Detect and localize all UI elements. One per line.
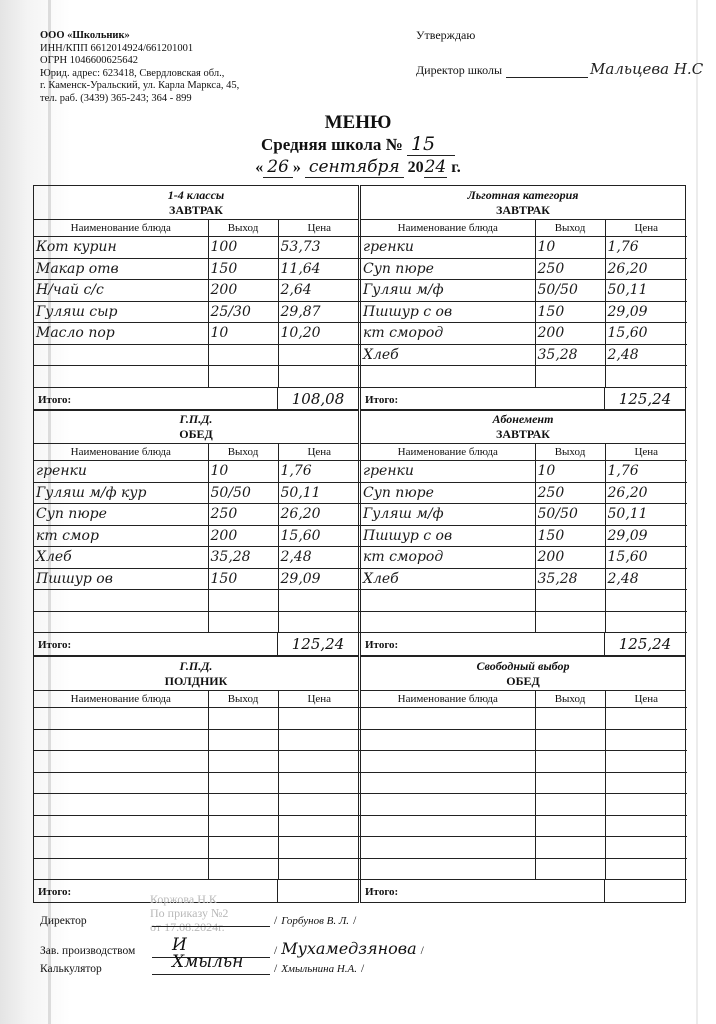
year-prefix: 20 (407, 159, 424, 176)
dish-name-cell (34, 772, 208, 794)
quote-close: » (292, 159, 301, 176)
table-row (361, 751, 687, 773)
dish-name-cell: Гуляш сыр (34, 301, 208, 323)
yield-cell: 200 (535, 323, 605, 345)
stamp-line: По приказу №2 (150, 906, 229, 920)
dish-name-cell (361, 611, 535, 633)
total-value: 108,08 (277, 388, 358, 410)
date-day: 26 (263, 157, 293, 178)
price-cell: 53,73 (278, 237, 360, 259)
signature-scribble: И (172, 935, 187, 955)
dish-name-cell (34, 858, 208, 880)
total-label: Итого: (38, 886, 72, 898)
table-row (34, 301, 360, 323)
dish-name-cell (361, 751, 535, 773)
signature-line (506, 65, 588, 78)
dish-name-cell: Макар отв (34, 258, 208, 280)
dish-name-cell (361, 858, 535, 880)
yield-cell (208, 708, 278, 730)
price-cell: 2,48 (605, 344, 687, 366)
table-row (361, 708, 687, 730)
table-row (34, 708, 360, 730)
menu-section-s2 (360, 185, 686, 411)
price-cell: 50,11 (605, 280, 687, 302)
table-row (361, 568, 687, 590)
dish-name-cell (361, 590, 535, 612)
price-cell (605, 729, 687, 751)
column-header-name: Наименование блюда (361, 444, 535, 461)
company-line: Юрид. адрес: 623418, Свердловская обл., (40, 67, 225, 79)
yield-cell: 100 (208, 237, 278, 259)
company-line: тел. раб. (3439) 365-243; 364 - 899 (40, 92, 192, 104)
table-row (361, 525, 687, 547)
section-meal: ЗАВТРАК (168, 203, 223, 217)
total-row (34, 633, 358, 655)
column-header-name: Наименование блюда (34, 444, 208, 461)
table-row (361, 258, 687, 280)
price-cell: 10,20 (278, 323, 360, 345)
yield-cell: 50/50 (208, 482, 278, 504)
price-cell: 26,20 (605, 258, 687, 280)
menu-table (34, 691, 360, 880)
director-approval (416, 60, 703, 78)
menu-table (361, 220, 687, 388)
price-cell: 1,76 (605, 237, 687, 259)
signature-row-production: Зав. производством И / Мухамедзянова / (40, 935, 424, 958)
column-header-yield: Выход (208, 444, 278, 461)
column-header-price: Цена (605, 220, 687, 237)
school-line (0, 133, 716, 156)
signature-row-calculator: Калькулятор Хмыльн / Хмыльнина Н.А. / (40, 952, 365, 975)
price-cell: 15,60 (605, 547, 687, 569)
yield-cell: 250 (535, 258, 605, 280)
yield-cell: 150 (208, 568, 278, 590)
dish-name-cell (34, 751, 208, 773)
dish-name-cell (34, 837, 208, 859)
menu-table (361, 444, 687, 633)
menu-section-s3 (33, 409, 359, 656)
yield-cell: 25/30 (208, 301, 278, 323)
table-row (361, 237, 687, 259)
price-cell (278, 344, 360, 366)
price-cell (605, 858, 687, 880)
dish-name-cell: гренки (361, 461, 535, 483)
total-row (361, 388, 685, 410)
total-label: Итого: (365, 639, 399, 651)
dish-name-cell (34, 729, 208, 751)
table-row (34, 729, 360, 751)
section-header (361, 186, 685, 220)
table-row (34, 461, 360, 483)
table-row (361, 280, 687, 302)
section-category: Абонемент (492, 412, 554, 426)
yield-cell: 150 (535, 525, 605, 547)
section-category: Свободный выбор (476, 659, 570, 673)
dish-name-cell (361, 366, 535, 388)
column-header-name: Наименование блюда (361, 691, 535, 708)
yield-cell (208, 815, 278, 837)
dish-name-cell: кт смород (361, 547, 535, 569)
yield-cell: 50/50 (535, 504, 605, 526)
company-line: ИНН/КПП 6612014924/661201001 (40, 42, 194, 54)
dish-name-cell: Суп пюре (361, 258, 535, 280)
dish-name-cell: Масло пор (34, 323, 208, 345)
total-value (277, 880, 358, 902)
director-label: Директор школы (416, 63, 503, 77)
yield-cell (208, 366, 278, 388)
year-end: г. (451, 159, 461, 176)
yield-cell (208, 772, 278, 794)
yield-cell (208, 729, 278, 751)
table-row (34, 482, 360, 504)
menu-section-s5 (33, 656, 359, 903)
price-cell: 29,09 (278, 568, 360, 590)
dish-name-cell: Суп пюре (34, 504, 208, 526)
column-header-yield: Выход (535, 220, 605, 237)
dish-name-cell (34, 366, 208, 388)
dish-name-cell (361, 794, 535, 816)
dish-name-cell (34, 590, 208, 612)
table-row (34, 280, 360, 302)
price-cell: 50,11 (605, 504, 687, 526)
yield-cell: 50/50 (535, 280, 605, 302)
section-header (34, 186, 358, 220)
dish-name-cell (361, 837, 535, 859)
yield-cell (535, 794, 605, 816)
dish-name-cell (361, 708, 535, 730)
dish-name-cell: Пшшур с ов (361, 301, 535, 323)
section-meal: ЗАВТРАК (495, 203, 550, 217)
section-header (34, 657, 358, 691)
yield-cell: 200 (535, 547, 605, 569)
yield-cell: 250 (535, 482, 605, 504)
yield-cell (208, 794, 278, 816)
table-row (34, 794, 360, 816)
yield-cell (208, 344, 278, 366)
menu-table (34, 444, 360, 633)
yield-cell (208, 590, 278, 612)
column-header-name: Наименование блюда (34, 691, 208, 708)
yield-cell (535, 611, 605, 633)
table-row (34, 323, 360, 345)
signature-line (152, 914, 270, 927)
section-category: Льготная категория (467, 188, 579, 202)
table-row (361, 794, 687, 816)
dish-name-cell (34, 794, 208, 816)
table-row (361, 301, 687, 323)
table-row (361, 729, 687, 751)
table-row (34, 366, 360, 388)
yield-cell (535, 772, 605, 794)
dish-name-cell: Хлеб (34, 547, 208, 569)
price-cell (278, 751, 360, 773)
yield-cell: 10 (535, 237, 605, 259)
table-row (34, 858, 360, 880)
table-row (361, 590, 687, 612)
company-details (40, 30, 239, 106)
table-row (361, 611, 687, 633)
signature-name: Хмыльнина Н.А. (281, 963, 358, 975)
dish-name-cell: Хлеб (361, 568, 535, 590)
section-meal: ПОЛДНИК (164, 674, 228, 688)
price-cell: 2,48 (278, 547, 360, 569)
yield-cell (208, 858, 278, 880)
dish-name-cell: гренки (34, 461, 208, 483)
faded-stamp (150, 892, 228, 934)
dish-name-cell: Пшшур ов (34, 568, 208, 590)
price-cell (278, 611, 360, 633)
yield-cell (535, 815, 605, 837)
price-cell: 29,09 (605, 301, 687, 323)
column-header-yield: Выход (208, 220, 278, 237)
yield-cell (535, 729, 605, 751)
dish-name-cell (34, 344, 208, 366)
signature-role: Зав. производством (40, 945, 136, 957)
price-cell (605, 708, 687, 730)
price-cell: 26,20 (605, 482, 687, 504)
dish-name-cell: Пшшур с ов (361, 525, 535, 547)
company-line: ОГРН 1046600625642 (40, 55, 138, 67)
table-row (34, 837, 360, 859)
table-row (34, 611, 360, 633)
school-number: 15 (407, 133, 455, 156)
yield-cell (535, 751, 605, 773)
date-month: сентября (305, 157, 404, 178)
yield-cell: 10 (535, 461, 605, 483)
table-row (34, 525, 360, 547)
section-header (361, 410, 685, 444)
price-cell (278, 708, 360, 730)
yield-cell (535, 366, 605, 388)
price-cell (278, 858, 360, 880)
price-cell: 29,09 (605, 525, 687, 547)
yield-cell: 35,28 (535, 568, 605, 590)
column-header-price: Цена (605, 444, 687, 461)
price-cell: 1,76 (605, 461, 687, 483)
yield-cell (535, 858, 605, 880)
price-cell (605, 366, 687, 388)
price-cell (605, 611, 687, 633)
yield-cell: 10 (208, 461, 278, 483)
yield-cell: 35,28 (535, 344, 605, 366)
table-row (34, 237, 360, 259)
table-row (34, 344, 360, 366)
dish-name-cell: гренки (361, 237, 535, 259)
yield-cell (535, 590, 605, 612)
table-row (34, 547, 360, 569)
section-category: 1-4 классы (167, 188, 225, 202)
price-cell (278, 590, 360, 612)
column-header-price: Цена (278, 220, 360, 237)
dish-name-cell: Н/чай с/с (34, 280, 208, 302)
dish-name-cell (361, 772, 535, 794)
yield-cell (208, 751, 278, 773)
price-cell (278, 794, 360, 816)
dish-name-cell: кт смород (361, 323, 535, 345)
price-cell (605, 751, 687, 773)
dish-name-cell: Гуляш м/ф (361, 280, 535, 302)
dish-name-cell: Гуляш м/ф (361, 504, 535, 526)
dish-name-cell (34, 815, 208, 837)
price-cell (278, 815, 360, 837)
column-header-price: Цена (278, 444, 360, 461)
section-header (361, 657, 685, 691)
table-row (361, 858, 687, 880)
section-category: Г.П.Д. (179, 659, 213, 673)
dish-name-cell: Гуляш м/ф кур (34, 482, 208, 504)
price-cell: 26,20 (278, 504, 360, 526)
total-label: Итого: (365, 886, 399, 898)
column-header-yield: Выход (535, 444, 605, 461)
price-cell (605, 794, 687, 816)
yield-cell: 150 (535, 301, 605, 323)
price-cell (605, 772, 687, 794)
approve-label: Утверждаю (416, 28, 476, 42)
yield-cell: 200 (208, 525, 278, 547)
section-meal: ОБЕД (179, 427, 213, 441)
stamp-line: Коржова Н.К (150, 892, 217, 906)
total-row (34, 388, 358, 410)
section-header (34, 410, 358, 444)
signature-role: Директор (40, 915, 87, 927)
table-row (34, 504, 360, 526)
price-cell: 15,60 (605, 323, 687, 345)
price-cell (278, 772, 360, 794)
table-row (361, 323, 687, 345)
stamp-line: от 17.08.2024г. (150, 920, 225, 934)
yield-cell: 250 (208, 504, 278, 526)
dish-name-cell: кт смор (34, 525, 208, 547)
price-cell: 2,48 (605, 568, 687, 590)
column-header-name: Наименование блюда (34, 220, 208, 237)
total-value (604, 880, 685, 902)
yield-cell: 35,28 (208, 547, 278, 569)
total-value: 125,24 (277, 633, 358, 655)
quote-open: « (255, 159, 264, 176)
yield-cell (208, 837, 278, 859)
signature-row-director: Директор / Горбунов В. Л. / (40, 915, 357, 927)
table-row (361, 815, 687, 837)
yield-cell (535, 708, 605, 730)
price-cell: 2,64 (278, 280, 360, 302)
table-row (361, 482, 687, 504)
dish-name-cell: Хлеб (361, 344, 535, 366)
table-row (361, 772, 687, 794)
total-label: Итого: (38, 639, 72, 651)
director-signature: Мальцева Н.С (590, 60, 704, 78)
yield-cell: 150 (208, 258, 278, 280)
dish-name-cell (361, 815, 535, 837)
menu-table (361, 691, 687, 880)
dish-name-cell (361, 729, 535, 751)
table-row (34, 772, 360, 794)
table-row (361, 504, 687, 526)
company-line: г. Каменск-Уральский, ул. Карла Маркса, 45, (40, 80, 240, 92)
year-suffix: 24 (424, 157, 447, 177)
table-row (34, 568, 360, 590)
column-header-yield: Выход (208, 691, 278, 708)
total-row (361, 633, 685, 655)
table-row (361, 366, 687, 388)
school-label: Средняя школа № (261, 135, 403, 154)
price-cell (278, 837, 360, 859)
price-cell (605, 837, 687, 859)
table-row (34, 590, 360, 612)
yield-cell: 200 (208, 280, 278, 302)
date-line (0, 157, 716, 178)
column-header-price: Цена (605, 691, 687, 708)
dish-name-cell: Суп пюре (361, 482, 535, 504)
price-cell (278, 729, 360, 751)
company-name: ООО «Школьник» (40, 30, 130, 41)
signature-scribble: Хмыльн (172, 952, 244, 972)
signature-name: Горбунов В. Л. (281, 915, 350, 927)
total-value: 125,24 (604, 633, 685, 655)
price-cell: 15,60 (278, 525, 360, 547)
table-row (34, 258, 360, 280)
signature-name: Мухамедзянова (281, 939, 417, 958)
menu-section-s1 (33, 185, 359, 411)
yield-cell (535, 837, 605, 859)
price-cell (605, 815, 687, 837)
signature-role: Калькулятор (40, 963, 102, 975)
dish-name-cell (34, 708, 208, 730)
menu-table (34, 220, 360, 388)
table-row (34, 815, 360, 837)
price-cell (278, 366, 360, 388)
price-cell: 11,64 (278, 258, 360, 280)
dish-name-cell (34, 611, 208, 633)
signature-line (152, 952, 270, 975)
section-meal: ЗАВТРАК (495, 427, 550, 441)
dish-name-cell: Кот курин (34, 237, 208, 259)
total-label: Итого: (365, 393, 399, 406)
price-cell (605, 590, 687, 612)
total-label: Итого: (38, 393, 72, 406)
column-header-name: Наименование блюда (361, 220, 535, 237)
yield-cell (208, 611, 278, 633)
table-row (361, 344, 687, 366)
price-cell: 1,76 (278, 461, 360, 483)
table-row (361, 837, 687, 859)
section-category: Г.П.Д. (179, 412, 213, 426)
page-title: МЕНЮ (324, 112, 392, 133)
column-header-price: Цена (278, 691, 360, 708)
menu-section-s4 (360, 409, 686, 656)
price-cell: 50,11 (278, 482, 360, 504)
price-cell: 29,87 (278, 301, 360, 323)
total-row (361, 880, 685, 902)
yield-cell: 10 (208, 323, 278, 345)
section-meal: ОБЕД (506, 674, 540, 688)
table-row (361, 547, 687, 569)
table-row (34, 751, 360, 773)
table-row (361, 461, 687, 483)
column-header-yield: Выход (535, 691, 605, 708)
total-value: 125,24 (604, 388, 685, 410)
menu-section-s6 (360, 656, 686, 903)
